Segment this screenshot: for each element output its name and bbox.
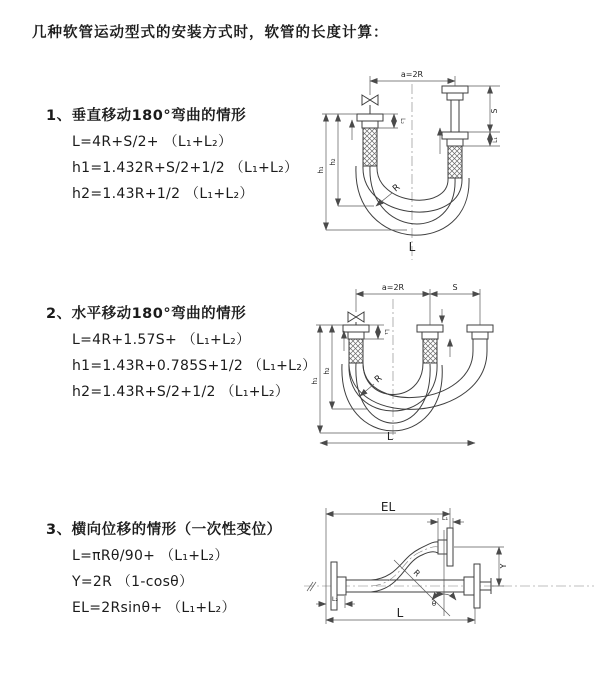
dim-label-r: R — [411, 568, 422, 579]
section-horizontal-180 — [46, 302, 316, 401]
section-2-heading: 2、水平移动180°弯曲的情形 — [46, 306, 247, 322]
hose-u-arcs-position2 — [349, 351, 487, 409]
diagram-lateral-displacement — [298, 498, 600, 660]
section-1-heading: 1、垂直移动180°弯曲的情形 — [46, 108, 247, 124]
diagram-vertical-180 — [312, 66, 590, 268]
formula-1-3: h2=1.43R+1/2 （L₁+L₂） — [72, 186, 254, 202]
upper-flange-displaced — [438, 528, 453, 566]
dim-label-l1: L₁ — [441, 514, 449, 522]
formula-2-1: L=4R+1.57S+ （L₁+L₂） — [72, 332, 251, 348]
valve-icon — [348, 312, 364, 325]
dim-label-r: R — [391, 182, 403, 195]
middle-pipe-end — [417, 325, 443, 363]
formula-2-3: h2=1.43R+S/2+1/2 （L₁+L₂） — [72, 384, 290, 400]
section-lateral-displacement — [46, 518, 282, 617]
formula-3-1: L=πRθ/90+ （L₁+L₂） — [72, 548, 229, 564]
diagram-lateral-svg — [298, 498, 600, 660]
dim-label-s: S — [452, 283, 458, 292]
centerline — [304, 582, 594, 591]
dim-label-y: Y — [499, 563, 508, 569]
dim-label-h1: h₁ — [311, 377, 319, 385]
dimension-lines — [322, 76, 500, 230]
formula-1-1: L=4R+S/2+ （L₁+L₂） — [72, 134, 233, 150]
dimension-lines — [316, 289, 480, 443]
right-pipe-end — [442, 86, 468, 178]
dim-label-el: EL — [380, 500, 396, 514]
formula-2-2: h1=1.43R+0.785S+1/2 （L₁+L₂） — [72, 358, 317, 374]
dimension-labels — [317, 70, 499, 254]
dim-label-s: S — [490, 108, 499, 114]
section-vertical-180 — [46, 104, 298, 203]
section-3-heading: 3、横向位移的情形（一次性变位） — [46, 522, 282, 538]
left-pipe-end — [357, 114, 383, 166]
dim-label-l1: L₁ — [383, 329, 390, 335]
dim-label-r: R — [373, 373, 385, 386]
dim-label-l2: L₂ — [399, 118, 406, 124]
dim-label-l: L — [408, 240, 416, 254]
dim-label-l: L — [396, 606, 404, 620]
valve-icon — [362, 95, 378, 114]
hose-u-arcs-position1 — [342, 363, 442, 431]
diagram-vertical-180-svg — [312, 66, 590, 268]
dimension-labels — [332, 500, 508, 620]
dim-label-l1: L₁ — [492, 137, 499, 143]
dim-label-h1: h₁ — [317, 166, 325, 174]
formula-3-3: EL=2Rsinθ+ （L₁+L₂） — [72, 600, 236, 616]
dim-label-a2r: a=2R — [400, 70, 424, 79]
hose-s-curve — [371, 542, 438, 592]
diagram-horizontal-180 — [308, 281, 600, 459]
dim-label-a2r: a=2R — [381, 283, 405, 292]
page-title: 几种软管运动型式的安装方式时，软管的长度计算： — [32, 25, 389, 41]
left-pipe-end — [343, 325, 369, 363]
dim-label-h2: h₂ — [323, 367, 331, 375]
formula-1-2: h1=1.432R+S/2+1/2 （L₁+L₂） — [72, 160, 299, 176]
dim-label-l: L — [386, 430, 394, 443]
right-pipe-end — [467, 325, 493, 351]
dim-label-l2: L₂ — [331, 595, 339, 603]
formula-3-2: Y=2R （1-cosθ） — [72, 574, 194, 590]
diagram-horizontal-180-svg — [308, 281, 600, 459]
dim-label-theta: θ — [431, 600, 437, 608]
dim-label-h2: h₂ — [329, 158, 337, 166]
